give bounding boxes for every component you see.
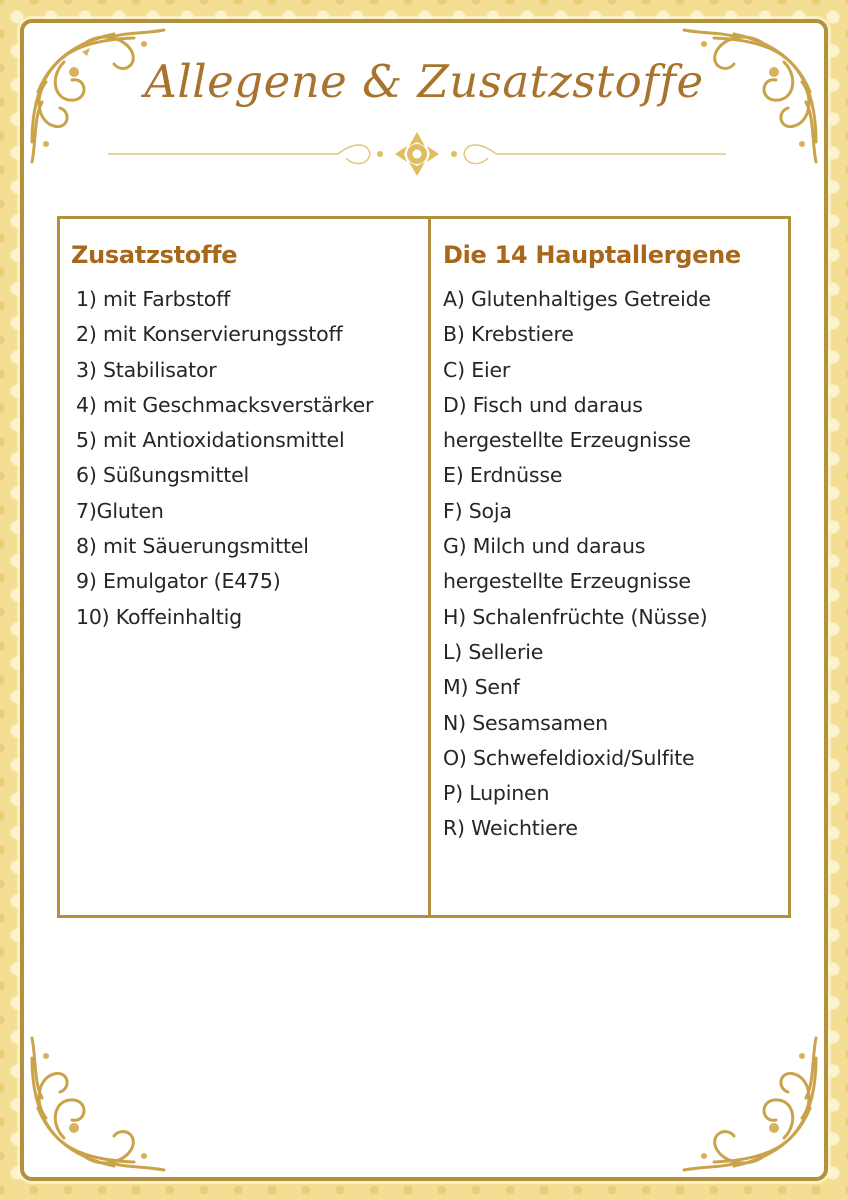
list-item: D) Fisch und daraus — [443, 392, 643, 417]
list-item: O) Schwefeldioxid/Sulfite — [443, 745, 695, 770]
additives-heading: Zusatzstoffe — [71, 241, 238, 269]
list-item: F) Soja — [443, 498, 512, 523]
info-table — [57, 216, 791, 918]
allergens-list — [443, 282, 788, 847]
list-item: A) Glutenhaltiges Getreide — [443, 287, 711, 311]
list-item: 3) Stabilisator — [76, 357, 217, 382]
allergens-heading: Die 14 Hauptallergene — [443, 241, 741, 269]
list-item: N) Sesamsamen — [443, 710, 608, 735]
list-item: 9) Emulgator (E475) — [76, 569, 281, 594]
list-item: C) Eier — [443, 357, 511, 382]
list-item: H) Schalenfrüchte (Nüsse) — [443, 604, 708, 629]
list-item: E) Erdnüsse — [443, 463, 563, 488]
list-item: 5) mit Antioxidationsmittel — [76, 428, 345, 453]
additives-column — [60, 219, 431, 915]
allergens-column — [431, 219, 788, 915]
list-item: 6) Süßungsmittel — [76, 463, 250, 488]
list-item: 8) mit Säuerungsmittel — [76, 534, 309, 559]
list-item: 7)Gluten — [76, 498, 164, 523]
list-item: hergestellte Erzeugnisse — [443, 569, 691, 594]
list-item: B) Krebstiere — [443, 322, 574, 347]
list-item: L) Sellerie — [443, 639, 544, 664]
corner-flourish-icon — [24, 1028, 174, 1178]
list-item: hergestellte Erzeugnisse — [443, 428, 691, 453]
page-title: Allegene & Zusatzstoffe — [144, 55, 704, 108]
list-item: G) Milch und daraus — [443, 534, 646, 559]
list-item: R) Weichtiere — [443, 816, 578, 841]
list-item: 10) Koffeinhaltig — [76, 604, 242, 629]
additives-list — [71, 282, 428, 635]
corner-flourish-icon — [674, 1028, 824, 1178]
list-item: M) Senf — [443, 675, 520, 700]
scroll-divider-icon — [108, 128, 726, 180]
list-item: 1) mit Farbstoff — [76, 287, 231, 311]
list-item: 4) mit Geschmacksverstärker — [76, 392, 374, 417]
list-item: 2) mit Konservierungsstoff — [76, 322, 343, 347]
list-item: P) Lupinen — [443, 781, 550, 806]
